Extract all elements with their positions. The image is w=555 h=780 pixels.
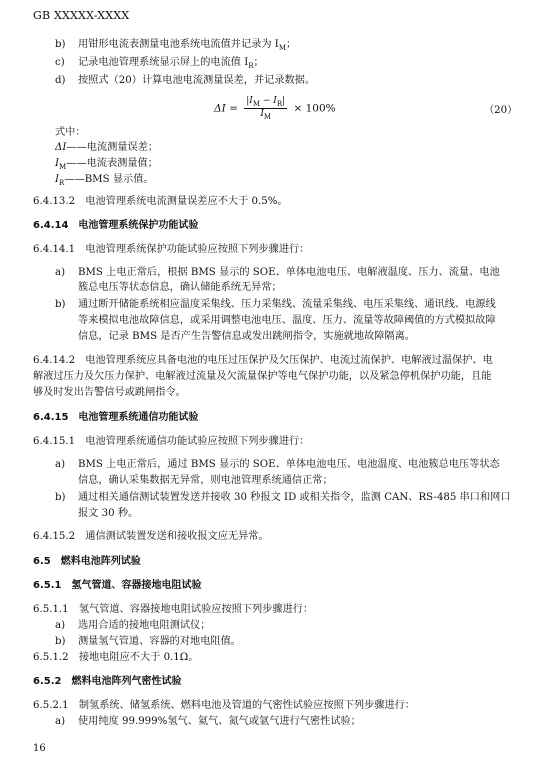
list-6521-a-text: 使用纯度 99.999%氢气、氦气、氮气或氩气进行气密性试验；: [78, 716, 361, 727]
clause-6-4-14-2-line-1: 6.4.14.2 电池管理系统应具备电池的电压过压保护及欠压保护、电流过流保护、电解液过温保护、电: [33, 355, 493, 366]
list-6414-b-label: b): [55, 299, 66, 310]
equation-number: （20）: [484, 105, 518, 116]
clause-6-4-15-2: 6.4.15.2 通信测试装置发送和接收报文应无异常。: [33, 531, 269, 542]
heading-6-4-14: 6.4.14 电池管理系统保护功能试验: [33, 220, 199, 231]
where-intro: 式中：: [55, 127, 86, 138]
list-6415-b-line-2: 报文 30 秒。: [78, 508, 139, 519]
clause-6-4-14-2-line-2: 解液过压力及欠压力保护、电解液过流量及欠流量保护等电气保护功能，以及紧急停机保护功能，且能: [33, 371, 492, 382]
equation-20: ΔI = $\frac{|I_M - I_R|}{I_M}$ × 100%: [214, 96, 336, 121]
list-6415-a-line-2: 信息，确认采集数据无异常，则电池管理系统通信正常；: [78, 475, 333, 486]
list-6414-b-line-2: 等来模拟电池故障信息，或采用调整电池电压、温度、压力、流量等故障阈值的方式模拟故障: [78, 315, 496, 326]
step-d-text: 按照式（20）计算电池电流测量误差，并记录数据。: [78, 75, 316, 86]
heading-6-5-2: 6.5.2 燃料电池阵列气密性试验: [33, 676, 182, 687]
list-6521-a-label: a): [55, 716, 66, 727]
clause-6-5-1-1: 6.5.1.1 氢气管道、容器接地电阻试验应按照下列步骤进行：: [33, 604, 314, 615]
clause-6-4-14-1: 6.4.14.1 电池管理系统保护功能试验应按照下列步骤进行：: [33, 244, 310, 255]
list-6511-b-text: 测量氢气管道、容器的对地电阻值。: [78, 636, 241, 647]
clause-6-4-13-2: 6.4.13.2 电池管理系统电流测量误差应不大于 0.5%。: [33, 196, 288, 207]
step-b-label: b): [55, 39, 66, 50]
heading-6-5: 6.5 燃料电池阵列试验: [33, 556, 141, 567]
list-6511-a-text: 选用合适的接地电阻测试仪；: [78, 620, 211, 631]
clause-6-5-2-1: 6.5.2.1 制氢系统、储氢系统、燃料电池及管道的气密性试验应按照下列步骤进行：: [33, 700, 416, 711]
list-6414-a-line-2: 簇总电压等状态信息，确认储能系统无异常；: [78, 282, 282, 293]
list-6415-b-label: b): [55, 492, 66, 503]
clause-6-5-1-2: 6.5.1.2 接地电阻应不大于 0.1Ω。: [33, 652, 199, 663]
list-6415-b-line-1: 通过相关通信测试装置发送并接收 30 秒报文 ID 或相关指令，监测 CAN、RS-485 串口和网口: [78, 492, 511, 503]
list-6511-a-label: a): [55, 620, 66, 631]
clause-6-4-14-2-line-3: 够及时发出告警信号或跳闸指令。: [33, 387, 186, 398]
step-c-label: c): [55, 57, 65, 68]
clause-6-4-15-1: 6.4.15.1 电池管理系统通信功能试验应按照下列步骤进行：: [33, 436, 310, 447]
where-item-ir: $I_R——BMS$ 显示值。: [55, 174, 154, 188]
page-number: 16: [33, 743, 46, 754]
list-6511-b-label: b): [55, 636, 66, 647]
list-6415-a-label: a): [55, 459, 66, 470]
step-b-text: 用钳形电流表测量电池系统电流值并记录为 $I_M$；: [78, 39, 297, 53]
list-6414-b-line-3: 信息，记录 BMS 是否产生告警信息或发出跳闸指令，实施就地故障隔离。: [78, 331, 415, 342]
where-item-delta-i: ΔI——电流测量误差；: [55, 142, 159, 153]
list-6414-a-label: a): [55, 267, 66, 278]
list-6415-a-line-1: BMS 上电正常后，通过 BMS 显示的 SOE、单体电池电压、电池温度、电池簇总电压等状态: [78, 459, 500, 470]
standard-header: GB XXXXX-XXXX: [33, 9, 130, 22]
list-6414-a-line-1: BMS 上电正常后，根据 BMS 显示的 SOE、单体电池电压、电解液温度、压力、流量、电池: [78, 267, 500, 278]
step-c-text: 记录电池管理系统显示屏上的电流值 $I_R$；: [78, 57, 264, 71]
heading-6-5-1: 6.5.1 氢气管道、容器接地电阻试验: [33, 580, 202, 591]
where-item-im: $I_M——$电流表测量值；: [55, 158, 158, 172]
step-d-label: d): [55, 75, 66, 86]
list-6414-b-line-1: 通过断开储能系统相应温度采集线、压力采集线、流量采集线、电压采集线、通讯线、电源线: [78, 299, 496, 310]
heading-6-4-15: 6.4.15 电池管理系统通信功能试验: [33, 412, 199, 423]
equation-fraction: $\frac{|I_M - I_R|}{I_M}$: [246, 96, 286, 121]
